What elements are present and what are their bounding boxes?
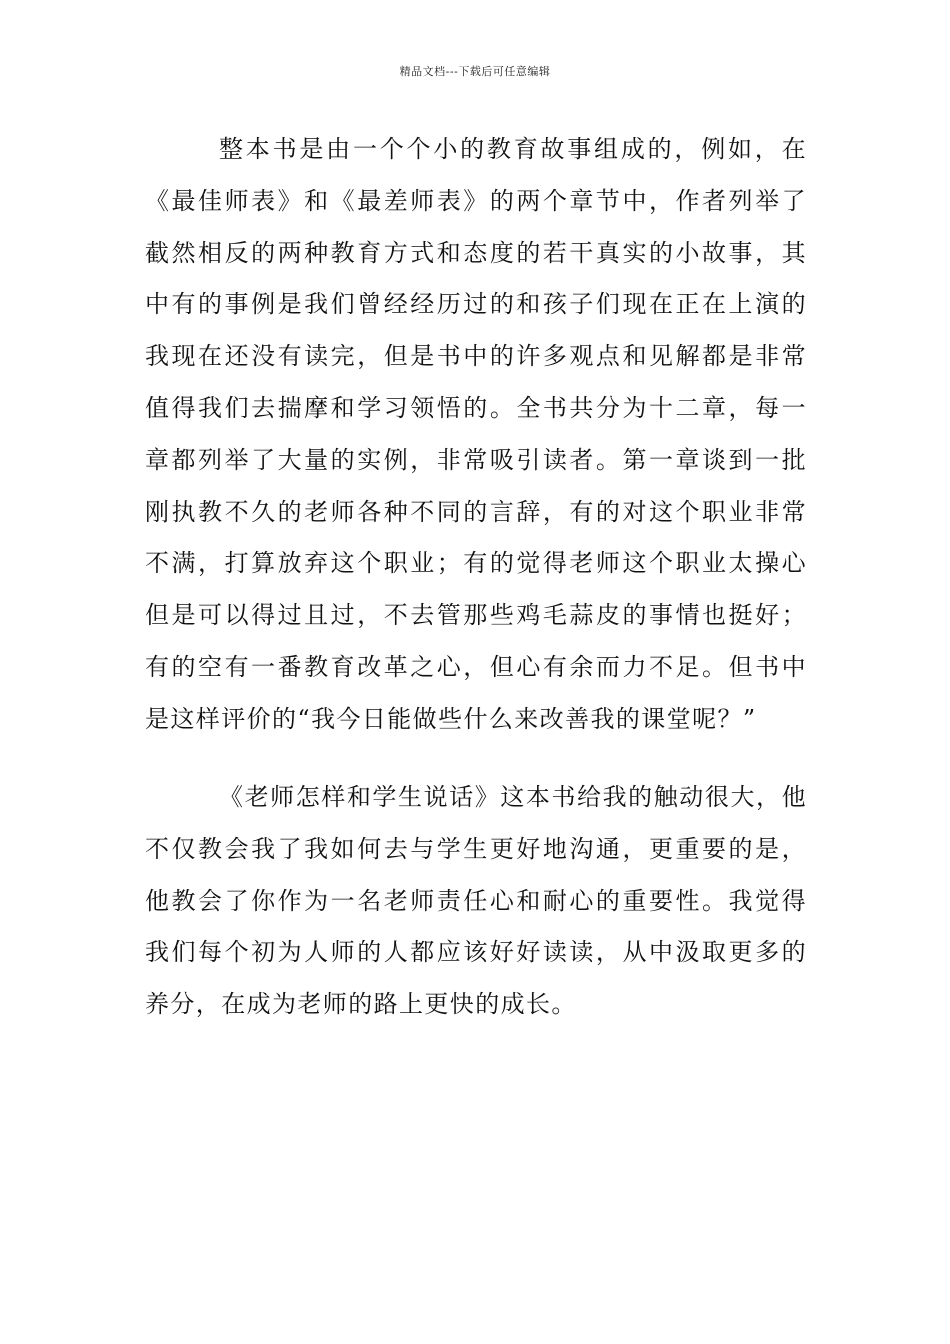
paragraph-line: 刚执教不久的老师各种不同的言辞，有的对这个职业非常 bbox=[145, 497, 807, 526]
paragraph-line: 是这样评价的“我今日能做些什么来改善我的课堂呢？” bbox=[145, 704, 757, 733]
paragraph-line: 《最佳师表》和《最差师表》的两个章节中，作者列举了 bbox=[145, 186, 807, 215]
paragraph-line: 我们每个初为人师的人都应该好好读读，从中汲取更多的 bbox=[145, 938, 807, 967]
paragraph-line: 不仅教会我了我如何去与学生更好地沟通，更重要的是， bbox=[145, 834, 807, 863]
page-header: 精品文档---下载后可任意编辑 bbox=[399, 65, 551, 78]
paragraph-line: 《老师怎样和学生说话》这本书给我的触动很大，他 bbox=[219, 783, 807, 811]
paragraph-1 bbox=[145, 124, 807, 746]
paragraph-line: 章都列举了大量的实例，非常吸引读者。第一章谈到一批 bbox=[145, 445, 807, 474]
paragraph-line: 他教会了你作为一名老师责任心和耐心的重要性。我觉得 bbox=[145, 886, 807, 915]
paragraph-line: 养分，在成为老师的路上更快的成长。 bbox=[145, 990, 577, 1019]
paragraph-line: 不满，打算放弃这个职业；有的觉得老师这个职业太操心 bbox=[145, 549, 807, 578]
paragraph-line: 值得我们去揣摩和学习领悟的。全书共分为十二章，每一 bbox=[145, 393, 807, 422]
paragraph-line: 截然相反的两种教育方式和态度的若干真实的小故事，其 bbox=[145, 238, 807, 267]
paragraph-line: 但是可以得过且过，不去管那些鸡毛蒜皮的事情也挺好； bbox=[145, 601, 807, 630]
paragraph-line: 有的空有一番教育改革之心，但心有余而力不足。但书中 bbox=[145, 652, 807, 681]
paragraph-line: 整本书是由一个个小的教育故事组成的，例如，在 bbox=[219, 135, 807, 163]
paragraph-line: 我现在还没有读完，但是书中的许多观点和见解都是非常 bbox=[145, 342, 807, 371]
paragraph-2 bbox=[145, 772, 807, 1031]
paragraph-line: 中有的事例是我们曾经经历过的和孩子们现在正在上演的 bbox=[145, 290, 807, 319]
